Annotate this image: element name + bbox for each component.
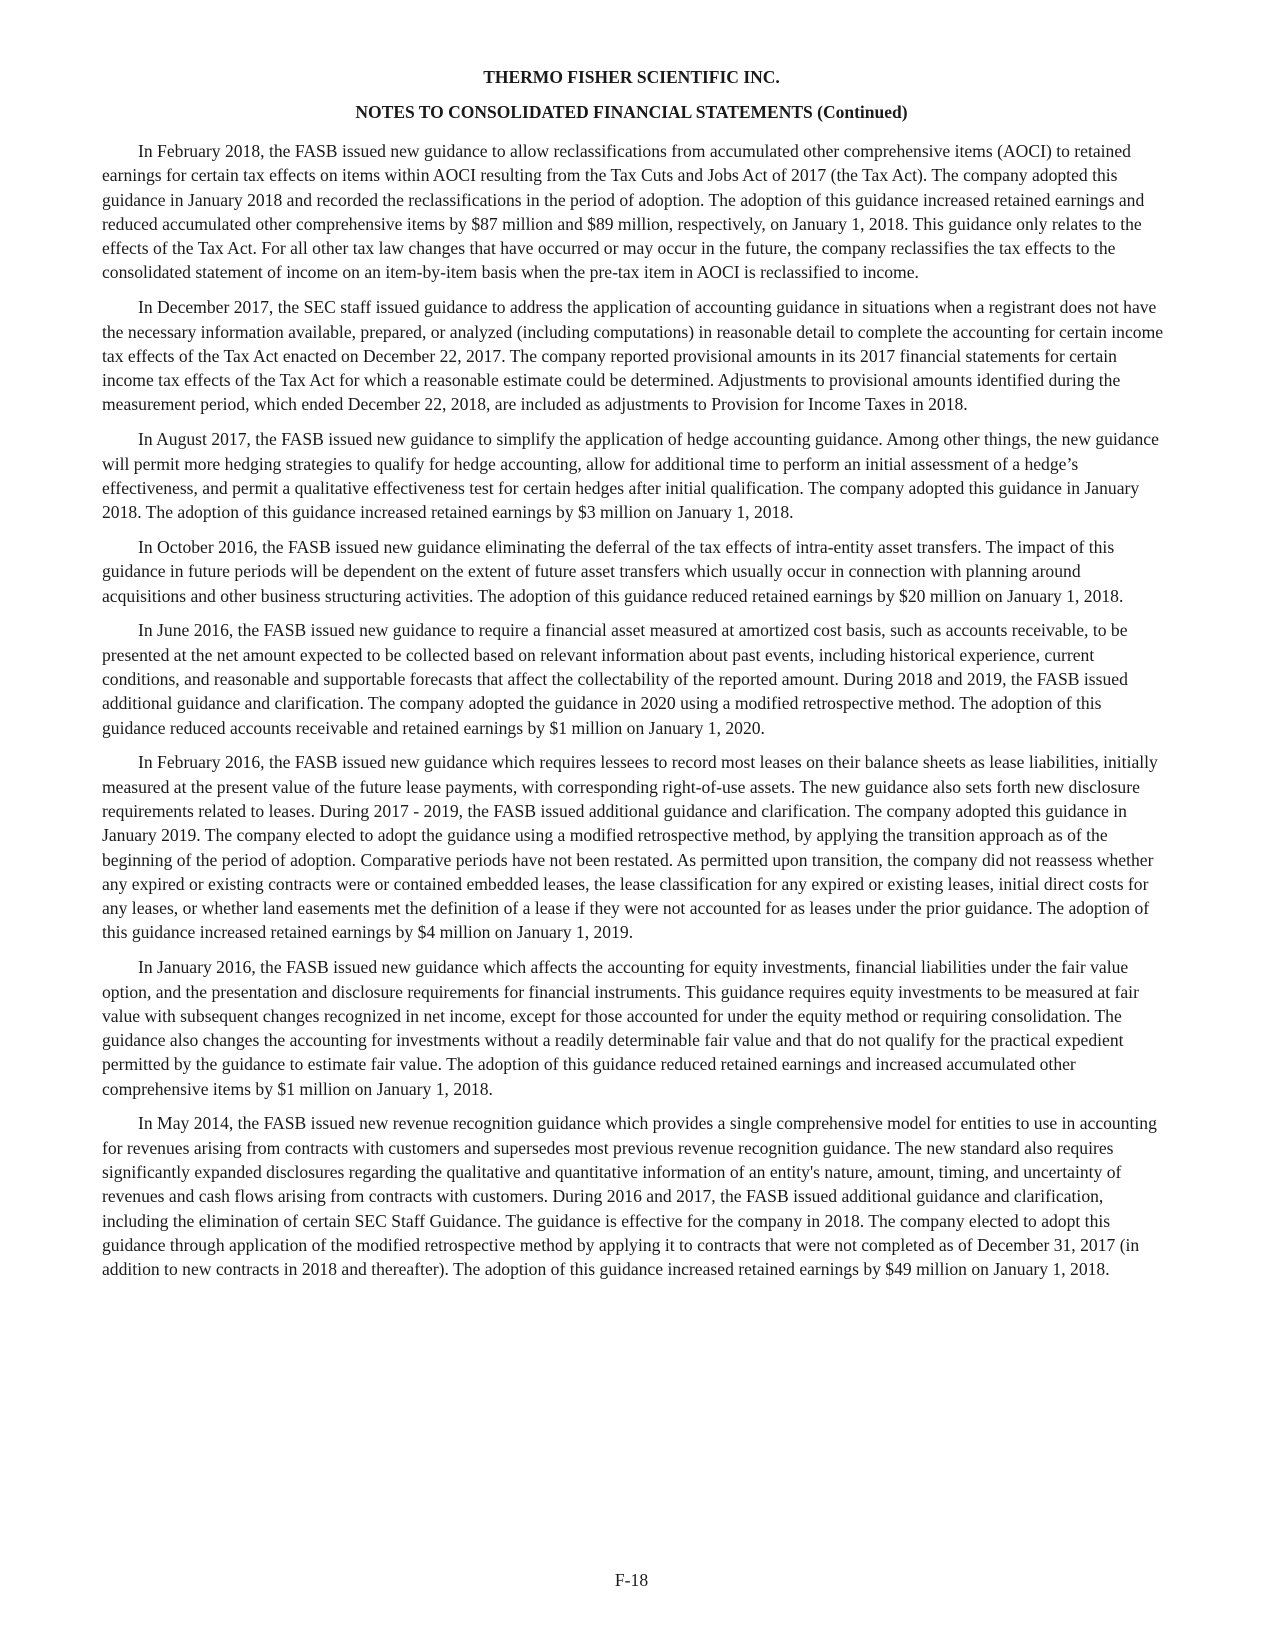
paragraph-aoci-reclassification: In February 2018, the FASB issued new guidance to allow reclassifications from accumulated other comprehensive items (AOCI) to retained earnings for certain tax effects on items within AOCI resulting from the Tax Cuts and Jobs Act of 2017 (the Tax Act). The company adopted this guidance in January 2018 and recorded the reclassifications in the period of adoption. The adoption of this guidance increased retained earnings and reduced accumulated other comprehensive items by $87 million and $89 million, respectively, on January 1, 2018. This guidance only relates to the effects of the Tax Act. For all other tax law changes that have occurred or may occur in the future, the company reclassifies the tax effects to the consolidated statement of income on an item-by-item basis when the pre-tax item in AOCI is reclassified to income. <box>102 141 1145 283</box>
notes-title: NOTES TO CONSOLIDATED FINANCIAL STATEMENTS (Continued) <box>355 102 908 122</box>
paragraph-sec-staff-guidance: In December 2017, the SEC staff issued guidance to address the application of accounting guidance in situations when a registrant does not have the necessary information available, prepared, or analyzed (including computations) in reasonable detail to complete the accounting for certain income tax effects of the Tax Act enacted on December 22, 2017. The company reported provisional amounts in its 2017 financial statements for certain income tax effects of the Tax Act for which a reasonable estimate could be determined. Adjustments to provisional amounts identified during the measurement period, which ended December 22, 2018, are included as adjustments to Provision for Income Taxes in 2018. <box>102 297 1164 415</box>
paragraph-credit-losses: In June 2016, the FASB issued new guidance to require a financial asset measured at amortized cost basis, such as accounts receivable, to be presented at the net amount expected to be collected based on relevant information about past events, including historical experience, current conditions, and reasonable and supportable forecasts that affect the collectability of the reported amount. During 2018 and 2019, the FASB issued additional guidance and clarification. The company adopted the guidance in 2020 using a modified retrospective method. The adoption of this guidance reduced accounts receivable and retained earnings by $1 million on January 1, 2020. <box>102 620 1128 738</box>
paragraph-leases: In February 2016, the FASB issued new guidance which requires lessees to record most leases on their balance sheets as lease liabilities, initially measured at the present value of the future lease payments, with corresponding right-of-use assets. The new guidance also sets forth new disclosure requirements related to leases. During 2017 - 2019, the FASB issued additional guidance and clarification. The company adopted this guidance in January 2019. The company elected to adopt the guidance using a modified retrospective method, by applying the transition approach as of the beginning of the period of adoption. Comparative periods have not been restated. As permitted upon transition, the company did not reassess whether any expired or existing contracts were or contained embedded leases, the lease classification for any expired or existing leases, initial direct costs for any leases, or whether land easements met the definition of a lease if they were not accounted for as leases under the prior guidance. The adoption of this guidance increased retained earnings by $4 million on January 1, 2019. <box>102 752 1158 943</box>
paragraph-intra-entity-transfers: In October 2016, the FASB issued new guidance eliminating the deferral of the tax effects of intra-entity asset transfers. The impact of this guidance in future periods will be dependent on the extent of future asset transfers which usually occur in connection with planning around acquisitions and other business structuring activities. The adoption of this guidance reduced retained earnings by $20 million on January 1, 2018. <box>102 536 1124 606</box>
paragraph-hedge-accounting: In August 2017, the FASB issued new guidance to simplify the application of hedge accounting guidance. Among other things, the new guidance will permit more hedging strategies to qualify for hedge accounting, allow for additional time to perform an initial assessment of a hedge’s effectiveness, and permit a qualitative effectiveness test for certain hedges after initial qualification. The company adopted this guidance in January 2018. The adoption of this guidance increased retained earnings by $3 million on January 1, 2018. <box>102 429 1159 523</box>
paragraph-equity-investments: In January 2016, the FASB issued new guidance which affects the accounting for equity investments, financial liabilities under the fair value option, and the presentation and disclosure requirements for financial instruments. This guidance requires equity investments to be measured at fair value with subsequent changes recognized in net income, except for those accounted for under the equity method or requiring consolidation. The guidance also changes the accounting for investments without a readily determinable fair value and that do not qualify for the practical expedient permitted by the guidance to estimate fair value. The adoption of this guidance reduced retained earnings and increased accumulated other comprehensive items by $1 million on January 1, 2018. <box>102 957 1139 1099</box>
company-name: THERMO FISHER SCIENTIFIC INC. <box>483 67 780 87</box>
notes-body <box>102 139 1164 1292</box>
paragraph-revenue-recognition: In May 2014, the FASB issued new revenue recognition guidance which provides a single comprehensive model for entities to use in accounting for revenues arising from contracts with customers and supersedes most previous revenue recognition guidance. The new standard also requires significantly expanded disclosures regarding the qualitative and quantitative information of an entity's nature, amount, timing, and uncertainty of revenues and cash flows arising from contracts with customers. During 2016 and 2017, the FASB issued additional guidance and clarification, including the elimination of certain SEC Staff Guidance. The guidance is effective for the company in 2018. The company elected to adopt this guidance through application of the modified retrospective method by applying it to contracts that were not completed as of December 31, 2017 (in addition to new contracts in 2018 and thereafter). The adoption of this guidance increased retained earnings by $49 million on January 1, 2018. <box>102 1113 1157 1280</box>
page-number: F-18 <box>614 1570 649 1590</box>
